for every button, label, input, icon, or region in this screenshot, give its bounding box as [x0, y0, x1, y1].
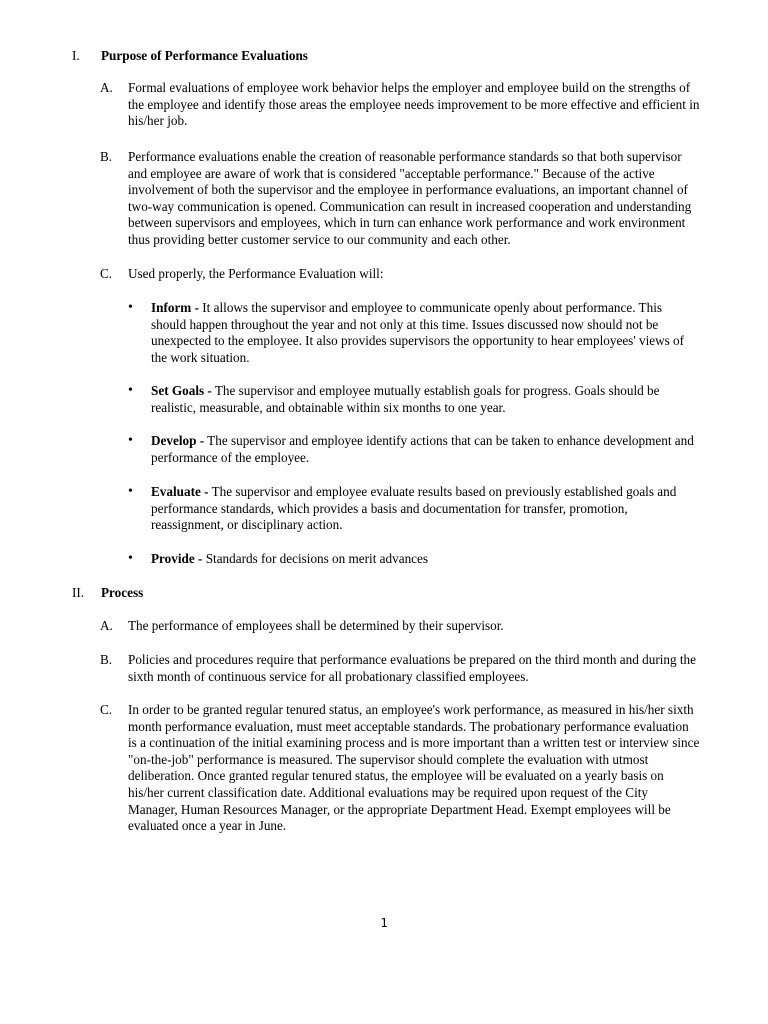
item-letter: A.	[100, 618, 113, 633]
bullet-dot: •	[128, 433, 133, 448]
bullet-term: Develop -	[151, 433, 205, 448]
item-text: Formal evaluations of employee work behavior helps the employer and employee build on the strengths of the employee and identify those areas the employee needs improvement to be more effective and efficient in his/her job.	[128, 80, 700, 129]
bullet-dot: •	[128, 484, 133, 499]
bullet-dot: •	[128, 383, 133, 398]
section-numeral: I.	[72, 48, 80, 63]
section-numeral: II.	[72, 585, 85, 600]
bullet-item-provide	[128, 551, 694, 568]
bullet-item-evaluate	[128, 484, 694, 534]
bullet-dot: •	[128, 300, 133, 315]
bullet-term: Evaluate -	[151, 484, 209, 499]
section-title: Purpose of Performance Evaluations	[101, 48, 308, 63]
bullet-text: The supervisor and employee evaluate results based on previously established goals and performance standards, which provides a basis and documentation for transfer, promotion, reassignment, or disciplinary action.	[151, 484, 677, 533]
item-letter: C.	[100, 702, 113, 717]
bullet-term: Set Goals -	[151, 383, 212, 398]
bullet-text: Standards for decisions on merit advances	[202, 551, 428, 566]
bullet-item-inform	[128, 300, 694, 366]
item-letter: C.	[100, 266, 113, 281]
item-text: Used properly, the Performance Evaluation will:	[128, 266, 384, 281]
bullet-term: Provide -	[151, 551, 203, 566]
item-letter: B.	[100, 149, 113, 164]
list-item	[100, 618, 700, 635]
bullet-item-set-goals	[128, 383, 694, 416]
list-item	[100, 266, 700, 283]
list-item	[100, 652, 700, 685]
bullet-dot: •	[128, 551, 133, 566]
item-text: The performance of employees shall be determined by their supervisor.	[128, 618, 504, 633]
bullet-term: Inform -	[151, 300, 199, 315]
bullet-text: The supervisor and employee mutually establish goals for progress. Goals should be realistic, measurable, and obtainable within six months to one year.	[151, 383, 660, 415]
item-letter: A.	[100, 80, 113, 95]
bullet-text: The supervisor and employee identify actions that can be taken to enhance development and performance of the employee.	[151, 433, 694, 465]
list-item	[100, 149, 700, 249]
item-text: Policies and procedures require that performance evaluations be prepared on the third month and during the sixth month of continuous service for all probationary classified employees.	[128, 652, 696, 684]
item-text: In order to be granted regular tenured status, an employee's work performance, as measured in his/her sixth month performance evaluation, must meet acceptable standards. The probationary performance evaluation is a continuation of the initial examining process and is more important than a written test or interview since "on-the-job" performance is measured. The supervisor should complete the evaluation with utmost deliberation. Once granted regular tenured status, the employee will be evaluated on a yearly basis on his/her current classification date. Additional evaluations may be required upon request of the City Manager, Human Resources Manager, or the appropriate Department Head. Exempt employees will be evaluated once a year in June.	[128, 702, 700, 834]
item-letter: B.	[100, 652, 113, 667]
item-text: Performance evaluations enable the creation of reasonable performance standards so that both supervisor and employee are aware of work that is considered "acceptable performance." Because of the active involvement of both the supervisor and the employee in performance evaluations, an important channel of two-way communication is opened. Communication can result in increased cooperation and understanding between supervisors and employees, which in turn can enhance work performance and work environment thus providing better customer service to our community and each other.	[128, 149, 692, 247]
list-item	[100, 702, 700, 835]
section-title: Process	[101, 585, 144, 600]
list-item	[100, 80, 700, 130]
bullet-item-develop	[128, 433, 694, 466]
page-number: 1	[380, 916, 388, 930]
bullet-text: It allows the supervisor and employee to communicate openly about performance. This should happen throughout the year and not only at this time. Issues discussed now should not be unexpected to the employee. It also provides supervisors the opportunity to hear employees' views of the work situation.	[151, 300, 685, 365]
